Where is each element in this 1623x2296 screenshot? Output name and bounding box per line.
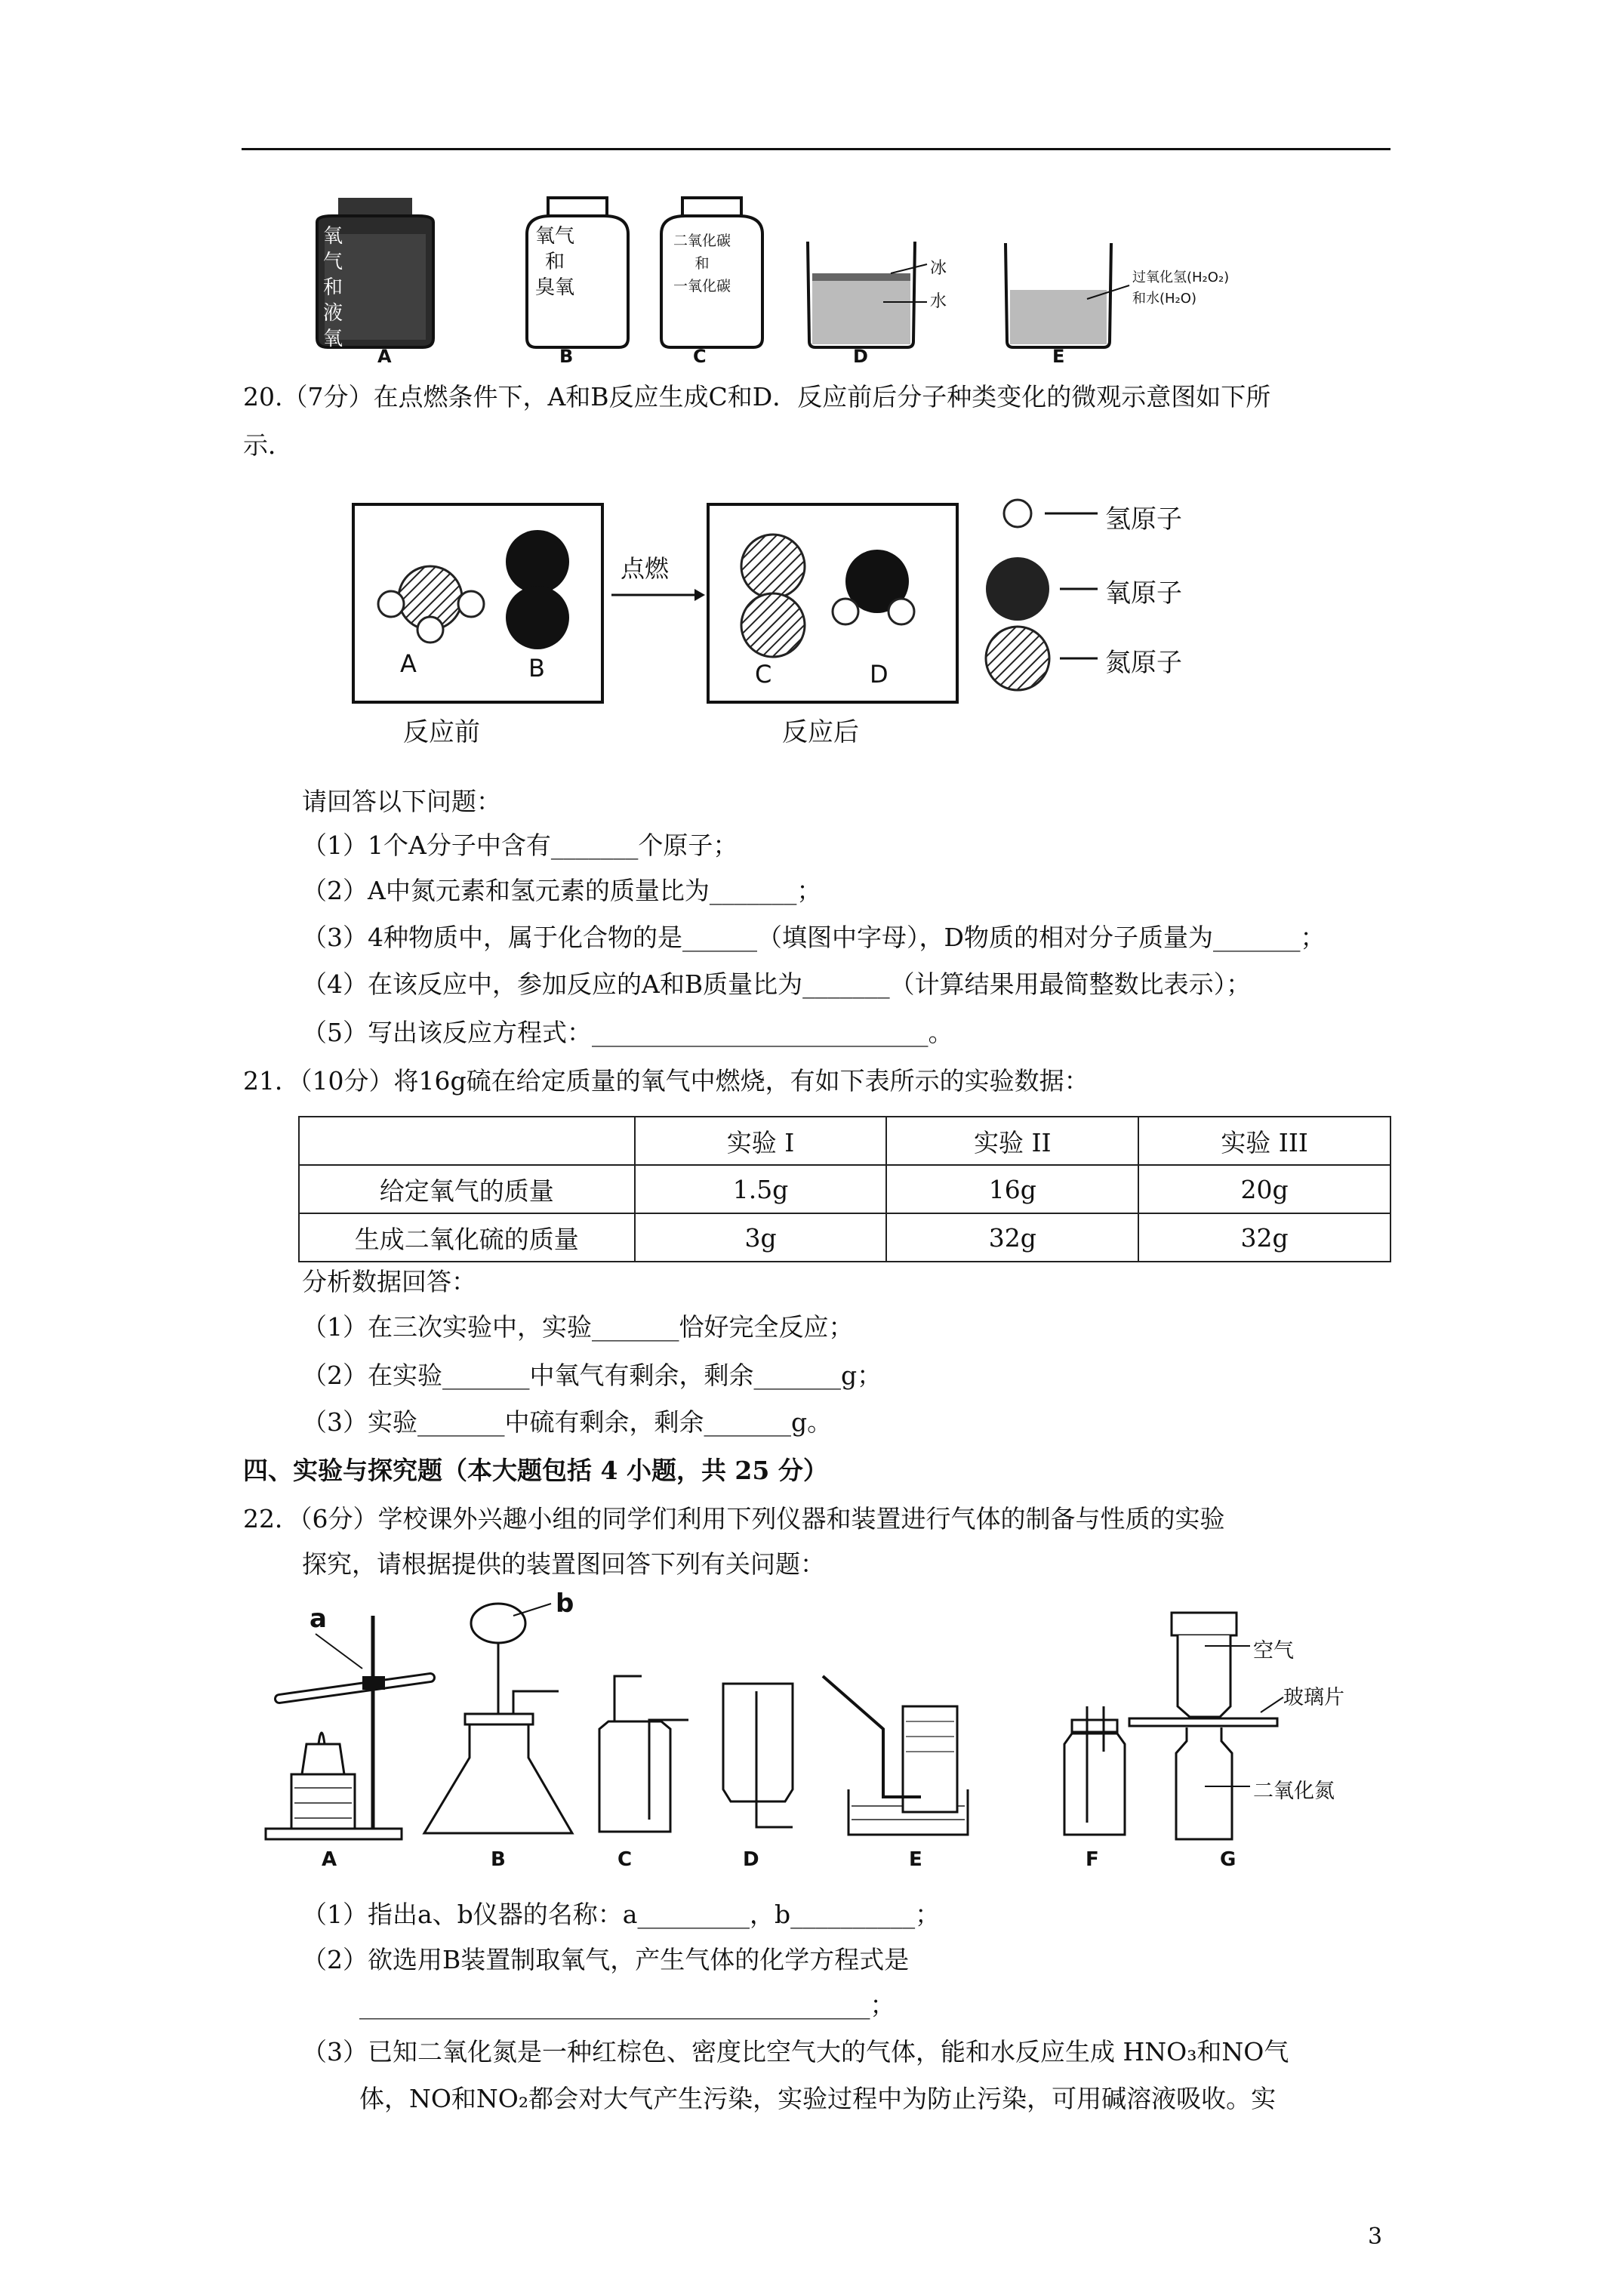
instrument-b-label: b (556, 1589, 574, 1619)
q20-item-4: （4）在该反应中，参加反应的A和B质量比为_______（计算结果用最简整数比表示）； (302, 969, 1252, 999)
apparatus-a-letter: A (322, 1848, 337, 1871)
legend-hydrogen-icon (1004, 500, 1031, 527)
legend-nitrogen-icon (986, 627, 1049, 690)
q20-item-5: （5）写出该反应方程式：___________________________。 (302, 1018, 953, 1047)
apparatus-e-letter: E (909, 1848, 922, 1871)
q21-item-3: （3）实验_______中硫有剩余，剩余_______g。 (302, 1407, 833, 1437)
table-header-cell: 实验 I (635, 1117, 887, 1165)
table-cell: 1.5g (635, 1165, 887, 1213)
label-a: A (400, 649, 417, 678)
table-cell: 16g (886, 1165, 1138, 1213)
legend-nitrogen-label: 氮原子 (1105, 648, 1182, 678)
bottle-b-label: 氧气 和 臭氧 (534, 225, 574, 299)
apparatus-f (1064, 1706, 1125, 1835)
q21-item-2: （2）在实验_______中氧气有剩余，剩余_______g； (302, 1361, 882, 1390)
q20-item-1: （1）1个A分子中含有_______个原子； (302, 831, 738, 860)
table-header-cell: 实验 II (886, 1117, 1138, 1165)
table-header-row (299, 1117, 1390, 1165)
apparatus-d (723, 1684, 793, 1827)
bottle-c-letter: C (693, 346, 707, 367)
beaker-d-letter: D (853, 346, 868, 367)
q22-item-3-cont: 体，NO和NO₂都会对大气产生污染，实验过程中为防止污染，可用碱溶液吸收。实 (359, 2084, 1277, 2113)
q20-prompt: 请回答以下问题： (302, 787, 501, 816)
label-after: 反应后 (782, 717, 859, 747)
apparatus-figure (249, 1593, 1397, 1880)
label-c: C (755, 660, 772, 689)
apparatus-e (823, 1676, 968, 1835)
q21-item-1: （1）在三次实验中，实验_______恰好完全反应； (302, 1312, 854, 1342)
page-number: 3 (1368, 2224, 1383, 2250)
table-cell: 生成二氧化硫的质量 (299, 1213, 635, 1262)
q20-heading: 20.（7分）在点燃条件下，A和B反应生成C和D．反应前后分子种类变化的微观示意图如下所 (243, 382, 1271, 411)
label-before: 反应前 (403, 717, 480, 747)
q20-item-2: （2）A中氮元素和氢元素的质量比为_______； (302, 876, 822, 905)
apparatus-a (266, 1616, 430, 1839)
table-row (299, 1213, 1390, 1262)
label-d: D (870, 660, 888, 689)
experiment-table (298, 1116, 1391, 1262)
table-row (299, 1165, 1390, 1213)
table-cell: 3g (635, 1213, 887, 1262)
beaker-e-letter: E (1052, 346, 1065, 367)
q20-heading-cont: 示． (243, 430, 293, 460)
apparatus-f-letter: F (1086, 1848, 1099, 1871)
bottle-a-label: 氧气 和 液氧 (322, 225, 343, 350)
g-label-glass: 玻璃片 (1283, 1686, 1344, 1709)
label-b: B (528, 654, 545, 683)
beaker-e-labels: 过氧化氢(H₂O₂) 和水(H₂O) (1132, 270, 1230, 307)
section-heading: 四、实验与探究题（本大题包括 4 小题，共 25 分） (243, 1456, 828, 1485)
legend-oxygen-icon (986, 557, 1049, 621)
apparatus-c-letter: C (617, 1848, 633, 1871)
q21-prompt: 分析数据回答： (302, 1267, 476, 1296)
table-cell: 20g (1138, 1165, 1390, 1213)
molecule-b-oxygen-2 (506, 586, 569, 649)
q22-heading: 22．（6分）学校课外兴趣小组的同学们利用下列仪器和装置进行气体的制备与性质的实验 (243, 1504, 1225, 1533)
molecule-b-oxygen-1 (506, 530, 569, 593)
apparatus-d-letter: D (743, 1848, 759, 1871)
table-cell: 给定氧气的质量 (299, 1165, 635, 1213)
q22-item-3: （3）已知二氧化氮是一种红棕色、密度比空气大的气体，能和水反应生成 HNO₃和NO气 (302, 2037, 1289, 2066)
q21-heading: 21．（10分）将16g硫在给定质量的氧气中燃烧，有如下表所示的实验数据： (243, 1066, 1089, 1096)
legend-oxygen-label: 氧原子 (1105, 578, 1182, 609)
table-cell: 32g (1138, 1213, 1390, 1262)
g-label-air: 空气 (1253, 1639, 1294, 1663)
beaker-d-labels: 冰 水 (930, 259, 947, 311)
q20-item-3: （3）4种物质中，属于化合物的是______（填图中字母），D物质的相对分子质量为_______； (302, 923, 1326, 952)
apparatus-b (424, 1604, 572, 1833)
q22-heading-cont: 探究，请根据提供的装置图回答下列有关问题： (302, 1549, 825, 1579)
table-header-cell: 实验 III (1138, 1117, 1390, 1165)
bottle-a-letter: A (377, 346, 392, 367)
header-rule (242, 148, 1390, 150)
instrument-a-label: a (310, 1604, 327, 1634)
beaker-e (1006, 243, 1129, 347)
apparatus-b-letter: B (491, 1848, 506, 1871)
q22-item-1: （1）指出a、b仪器的名称：a_________，b__________； (302, 1900, 941, 1929)
table-header-cell (299, 1117, 635, 1165)
q22-item-2: （2）欲选用B装置制取氧气，产生气体的化学方程式是 (302, 1945, 910, 1974)
apparatus-g-letter: G (1220, 1848, 1236, 1871)
apparatus-c (599, 1676, 688, 1832)
after-box (708, 504, 957, 702)
q22-item-2-blank: _________________________________________； (359, 1990, 895, 2020)
legend-hydrogen-label: 氢原子 (1105, 504, 1182, 535)
table-cell: 32g (886, 1213, 1138, 1262)
reaction-condition: 点燃 (621, 554, 670, 583)
g-label-no2: 二氧化氮 (1253, 1780, 1335, 1803)
bottle-b-letter: B (559, 346, 574, 367)
beaker-d (808, 242, 927, 347)
bottle-c-label: 二氧化碳 和 一氧化碳 (673, 233, 731, 294)
